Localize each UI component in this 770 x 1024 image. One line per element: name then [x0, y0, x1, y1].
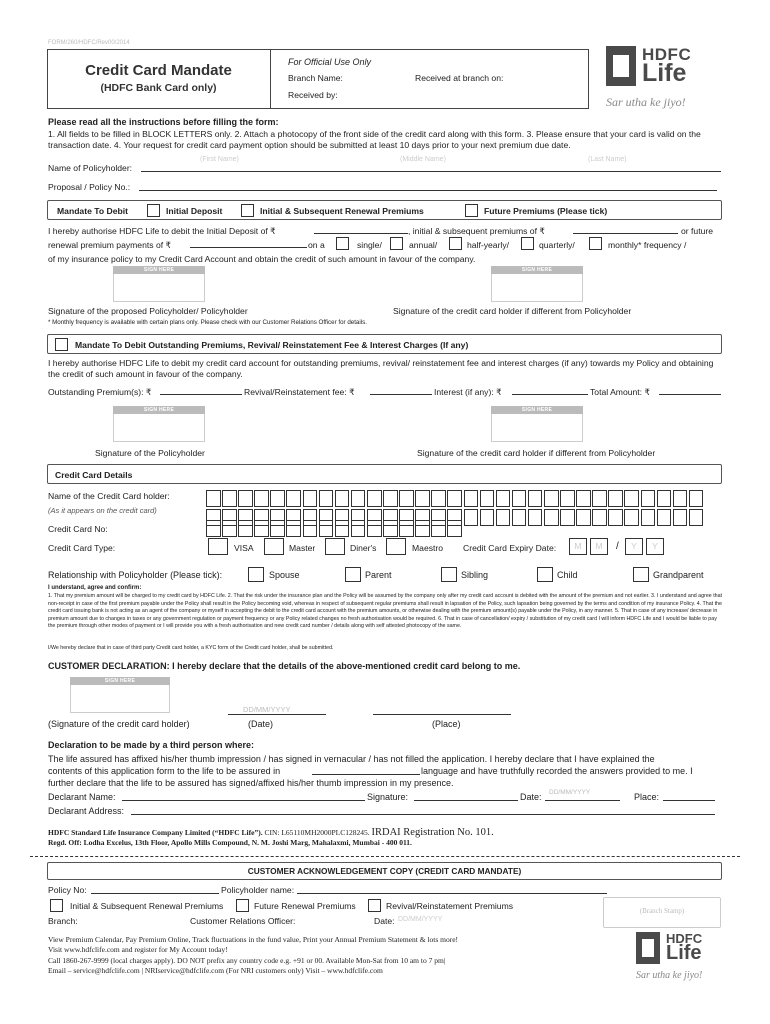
card-no-label: Credit Card No: [48, 524, 108, 534]
form-title: Credit Card Mandate [85, 62, 232, 79]
ack-revival-label: Revival/Reinstatement Premiums [386, 901, 514, 911]
logo-text-bottom: Life [642, 59, 687, 87]
agree-heading: I understand, agree and confirm: [48, 585, 142, 591]
footer-logo-text-bottom: Life [666, 942, 702, 964]
third-person-text3: further declare that the life to be assured has signed/affixed his/her thumb impression in my presence. [48, 778, 454, 788]
received-by-label: Received by: [288, 90, 338, 100]
form-code: FORM/260/HDFC/Rev00/2014 [48, 40, 130, 46]
visa-label: VISA [234, 543, 254, 553]
ack-footer [48, 935, 458, 976]
master-label: Master [289, 543, 316, 553]
agree-text: 1. That my premium amount will be charged to my credit card by HDFC Life. 2. That the risk under the insurance plan and the Policy will be assumed by the company only after my credit card account is debited with the amount of the premium and not earlier. 3. I understand and agree that non-receipt in case of the first premium payable under the Policy shall result in the Policy becoming void, whereas in respect of subsequent regular premiums shall result in lapsation of the Policy, such lapsation being governed by the terms and condition of my insurance Policy. 4. That the credit card issuing bank is not acting as an agent of the company or myself in accepting the debit to the credit card account with the premium amounts, or otherwise dealing with the premium amount(s) payable under the Policy, in any manner. 5. That in case of any increase/ decrease in premium amount due to changes in taxes or any government regulation or payment frequency or any Policy related changes no fresh authorisation would be required. 6. That in case of cancellation/ expiry / substitution of my credit card I will inform HDFC Life and I would be liable to pay the premium through other modes of payment or I will provide you with a fresh authorisation and new credit card number / details along with self attested photocopy of the same. [48, 593, 723, 630]
expiry-year-2[interactable]: Y [646, 538, 664, 555]
single-checkbox[interactable] [336, 237, 349, 250]
sign-here-tag: SIGN HERE [491, 266, 583, 274]
annual-label: annual/ [409, 240, 438, 250]
ack-initial-subsequent-label: Initial & Subsequent Renewal Premiums [70, 901, 224, 911]
ack-initial-subsequent-checkbox[interactable] [50, 899, 63, 912]
footer-line-1: View Premium Calendar, Pay Premium Online, Track fluctuations in the fund value, Print your Annual Premium Statement & lots more! [48, 935, 459, 944]
sign-here-tag: SIGN HERE [70, 677, 170, 685]
card-type-label: Credit Card Type: [48, 543, 116, 553]
ack-date-label: Date: [374, 916, 395, 926]
declaration-date-label: (Date) [248, 719, 274, 729]
maestro-checkbox[interactable] [386, 538, 406, 555]
revival-fee-label: Revival/Reinstatement fee: ₹ [244, 387, 355, 397]
last-name-hint: (Last Name) [588, 156, 627, 163]
quarterly-label: quarterly/ [539, 240, 575, 250]
total-amount-label: Total Amount: ₹ [590, 387, 650, 397]
declarant-date-hint: DD/MM/YYYY [549, 789, 591, 796]
middle-name-hint: (Middle Name) [400, 156, 446, 163]
monthly-note: * Monthly frequency is available with certain plans only. Please check with our Customer Relations Officer for details. [48, 319, 367, 326]
official-use-title: For Official Use Only [288, 57, 372, 67]
master-checkbox[interactable] [264, 538, 284, 555]
revival-fee-field[interactable] [370, 394, 432, 395]
mandate-line3: of my insurance policy to my Credit Card Account and obtain the credit of such amount in favour of the company. [48, 254, 476, 264]
third-person-text2a: contents of this application form to the life to be assured in [48, 766, 281, 776]
outstanding-label: Mandate To Debit Outstanding Premiums, Revival/ Reinstatement Fee & Interest Charges (If any) [75, 340, 469, 350]
sign-here-tag: SIGN HERE [113, 266, 205, 274]
branch-name-label: Branch Name: [288, 73, 343, 83]
company-cin: CIN: L65110MH2000PLC128245. [264, 828, 370, 837]
declarant-address-label: Declarant Address: [48, 806, 125, 816]
outstanding-premium-label: Outstanding Premium(s): ₹ [48, 387, 152, 397]
vernacular-language-field[interactable] [312, 774, 420, 775]
outstanding-cardholder-signature-box[interactable] [491, 414, 583, 442]
ack-future-renewal-checkbox[interactable] [236, 899, 249, 912]
declarant-signature-label: Signature: [367, 792, 409, 802]
footer-line-2: Visit www.hdfclife.com and register for My Account today! [48, 945, 228, 955]
declarant-date-field[interactable] [545, 800, 620, 801]
initial-deposit-checkbox[interactable] [147, 204, 160, 217]
maestro-label: Maestro [412, 543, 444, 553]
initial-subsequent-label: Initial & Subsequent Renewal Premiums [260, 206, 424, 216]
logo-text-top: HDFC [642, 45, 692, 64]
declaration-signature-box[interactable] [70, 685, 170, 713]
spouse-label: Spouse [269, 570, 300, 580]
sig-left-label: Signature of the proposed Policyholder/ Policyholder [48, 306, 248, 316]
logo-square-icon [606, 46, 636, 86]
initial-deposit-amount-field[interactable] [314, 233, 408, 234]
diners-label: Diner's [350, 543, 377, 553]
ack-revival-checkbox[interactable] [368, 899, 381, 912]
half-yearly-label: half-yearly/ [467, 240, 510, 250]
future-premiums-label: Future Premiums (Please tick) [484, 206, 608, 216]
footer-logo-square-icon [636, 932, 660, 964]
declaration-place-label: (Place) [432, 719, 461, 729]
company-name: HDFC Standard Life Insurance Company Limited (“HDFC Life”). [48, 828, 263, 837]
hdfc-life-logo [606, 46, 718, 112]
declarant-place-field[interactable] [663, 800, 715, 801]
sibling-label: Sibling [461, 570, 489, 580]
ack-policyholder-label: Policyholder name: [221, 885, 295, 895]
instructions-heading: Please read all the instructions before filling the form: [48, 117, 279, 127]
card-details-label: Credit Card Details [55, 470, 133, 480]
company-regd-office: Regd. Off: Lodha Excelus, 13th Floor, Apollo Mills Compound, N. M. Joshi Marg, Mahalaxmi, Mumbai - 400 011. [48, 838, 412, 847]
sig-right-label: Signature of the credit card holder if different from Policyholder [393, 306, 632, 316]
single-label: single/ [357, 240, 382, 250]
renewal-premium-amount-field[interactable] [190, 247, 307, 248]
grandparent-checkbox[interactable] [633, 567, 649, 582]
form-subtitle: (HDFC Bank Card only) [100, 82, 217, 94]
cut-line [30, 856, 740, 857]
outstanding-text: I hereby authorise HDFC Life to debit my credit card account for outstanding premiums, revival/ reinstatement fee and interest charges (if any) towards my Policy and obtaining the credit of such amount in favour of the company. [48, 358, 714, 379]
policyholder-name-label: Name of Policyholder: [48, 163, 133, 173]
footer-hdfc-life-logo [636, 932, 726, 986]
ack-future-renewal-label: Future Renewal Premiums [254, 901, 356, 911]
ack-title: CUSTOMER ACKNOWLEDGEMENT COPY (CREDIT CARD MANDATE) [47, 862, 722, 880]
child-label: Child [557, 570, 578, 580]
customer-declaration: CUSTOMER DECLARATION: I hereby declare that the details of the above-mentioned credit card belong to me. [48, 661, 521, 671]
expiry-label: Credit Card Expiry Date: [463, 543, 557, 553]
logo-tagline: Sar utha ke jiyo! [606, 95, 686, 109]
spouse-checkbox[interactable] [248, 567, 264, 582]
ack-policy-no-label: Policy No: [48, 885, 87, 895]
outstanding-policyholder-signature-box[interactable] [113, 414, 205, 442]
quarterly-checkbox[interactable] [521, 237, 534, 250]
monthly-checkbox[interactable] [589, 237, 602, 250]
mandate-line1b: , initial & subsequent premiums of ₹ [408, 226, 545, 236]
declarant-signature-field[interactable] [414, 800, 518, 801]
cardholder-name-note: (As it appears on the credit card) [48, 506, 157, 515]
mandate-line1c: or future [681, 226, 714, 236]
third-person-text1: The life assured has affixed his/her thumb impression / has signed in vernacular / has not filled the application. I hereby declare that I have explained the [48, 754, 655, 764]
policyholder-name-field[interactable] [141, 171, 721, 172]
sibling-checkbox[interactable] [441, 567, 457, 582]
subsequent-premium-amount-field[interactable] [573, 233, 678, 234]
cardholder-name-cells[interactable] [206, 490, 705, 507]
diners-checkbox[interactable] [325, 538, 345, 555]
ack-policyholder-field[interactable] [297, 893, 607, 894]
ack-date-hint: DD/MM/YYYY [398, 916, 443, 923]
expiry-year-1[interactable]: Y [625, 538, 643, 555]
footer-logo-text-top: HDFC [666, 931, 703, 946]
card-number-cells[interactable] [206, 520, 464, 537]
header-divider [270, 49, 271, 109]
policyholder-signature-box[interactable] [113, 274, 205, 302]
footer-line-4: Email – service@hdfclife.com | NRIservice@hdfclife.com (For NRI customers only) Visit – www.hdfclife.com [48, 965, 383, 975]
initial-deposit-label: Initial Deposit [166, 206, 223, 216]
annual-checkbox[interactable] [390, 237, 403, 250]
instructions-text: 1. All fields to be filled in BLOCK LETTERS only. 2. Attach a photocopy of the front side of the credit card along with this form. 3. Please ensure that your card is valid on the transaction date. 4. Your request for credit card payment option should be submitted at least 10 days prior to your next premium due date. [48, 129, 701, 150]
grandparent-label: Grandparent [653, 570, 704, 580]
cardholder-name-label: Name of the Credit Card holder: [48, 491, 170, 501]
declarant-address-field[interactable] [131, 814, 715, 815]
ack-cro-label: Customer Relations Officer: [190, 916, 296, 926]
on-a-label: on a [308, 240, 325, 250]
declarant-name-field[interactable] [122, 800, 365, 801]
total-amount-field[interactable] [659, 394, 721, 395]
sign-here-tag: SIGN HERE [491, 406, 583, 414]
cardholder-signature-box[interactable] [491, 274, 583, 302]
declaration-sig-label: (Signature of the credit card holder) [48, 719, 190, 729]
third-person-heading: Declaration to be made by a third person where: [48, 740, 255, 750]
declaration-date-hint: DD/MM/YYYY [243, 705, 291, 714]
mandate-debit-label: Mandate To Debit [57, 206, 128, 216]
declaration-place-field[interactable] [373, 714, 511, 715]
future-premiums-checkbox[interactable] [465, 204, 478, 217]
visa-checkbox[interactable] [208, 538, 228, 555]
declarant-date-label: Date: [520, 792, 542, 802]
third-person-text2b: language and have truthfully recorded the answers provided to me. I [421, 766, 693, 776]
card-details-section-header [47, 464, 722, 484]
expiry-slash: / [616, 541, 619, 552]
outstanding-sig-right: Signature of the credit card holder if different from Policyholder [417, 448, 656, 458]
outstanding-checkbox[interactable] [55, 338, 68, 351]
mandate-line2a: renewal premium payments of ₹ [48, 240, 171, 250]
declarant-name-label: Declarant Name: [48, 792, 116, 802]
footer-logo-tagline: Sar utha ke jiyo! [636, 970, 703, 981]
company-info [48, 827, 494, 838]
sign-here-tag: SIGN HERE [113, 406, 205, 414]
outstanding-premium-field[interactable] [160, 394, 242, 395]
proposal-no-label: Proposal / Policy No.: [48, 182, 131, 192]
monthly-label: monthly* frequency / [608, 240, 687, 250]
interest-field[interactable] [512, 394, 588, 395]
parent-checkbox[interactable] [345, 567, 361, 582]
declarant-place-label: Place: [634, 792, 660, 802]
received-at-branch-label: Received at branch on: [415, 73, 504, 83]
third-party-note: I/We hereby declare that in case of third party Credit card holder, a KYC form of the Credit card holder, shall be submitted. [48, 645, 334, 651]
mandate-line1a: I hereby authorise HDFC Life to debit the Initial Deposit of ₹ [48, 226, 276, 236]
initial-subsequent-checkbox[interactable] [241, 204, 254, 217]
outstanding-sig-left: Signature of the Policyholder [95, 448, 205, 458]
company-irdai: IRDAI Registration No. 101. [371, 827, 494, 838]
expiry-month-1[interactable]: M [569, 538, 587, 555]
ack-policy-no-field[interactable] [91, 893, 219, 894]
interest-label: Interest (if any): ₹ [434, 387, 502, 397]
proposal-no-field[interactable] [139, 190, 717, 191]
parent-label: Parent [365, 570, 392, 580]
declaration-date-field[interactable] [228, 714, 326, 715]
half-yearly-checkbox[interactable] [449, 237, 462, 250]
ack-branch-label: Branch: [48, 916, 78, 926]
child-checkbox[interactable] [537, 567, 553, 582]
first-name-hint: (First Name) [200, 156, 239, 163]
branch-stamp-label: (Branch Stamp) [639, 907, 685, 915]
relationship-label: Relationship with Policyholder (Please tick): [48, 570, 223, 580]
expiry-month-2[interactable]: M [590, 538, 608, 555]
footer-line-3: Call 1860-267-9999 (local charges apply). DO NOT prefix any country code e.g. +91 or 00. Available Mon-Sat from 10 am to 7 pm| [48, 955, 446, 965]
